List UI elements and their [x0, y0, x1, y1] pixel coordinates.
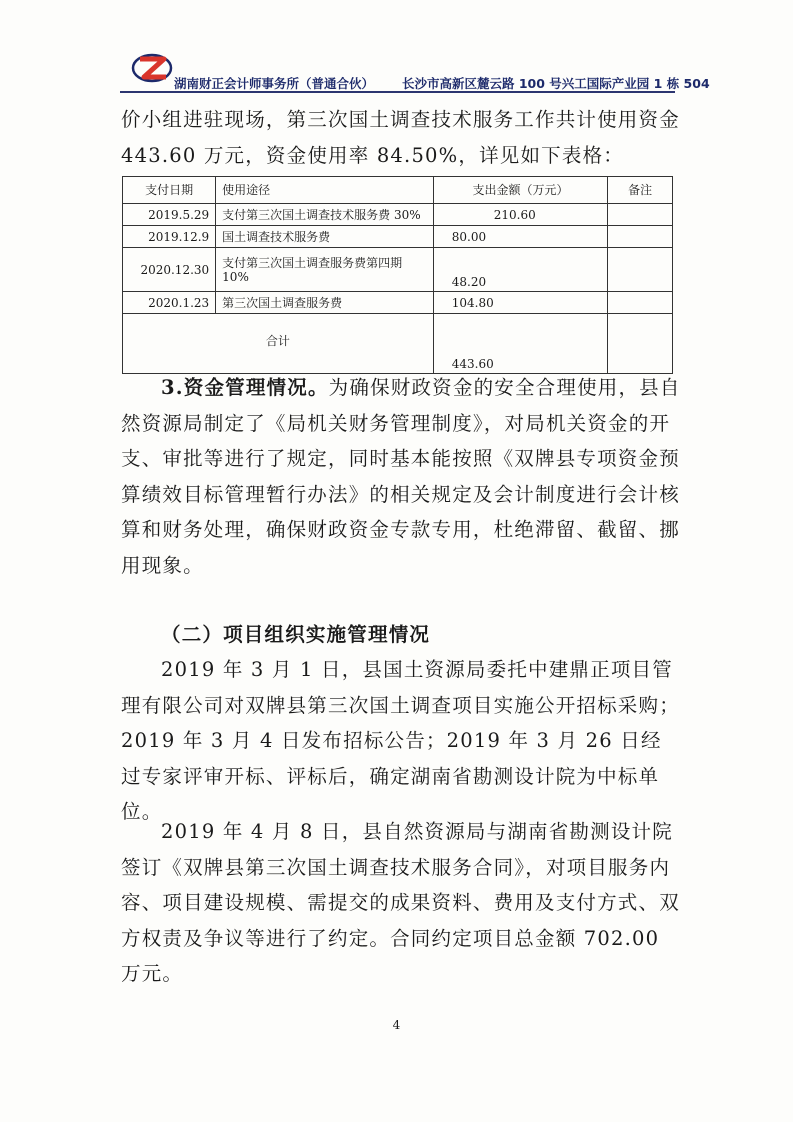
- cell-note: [608, 292, 673, 314]
- procurement-paragraph: 2019 年 3 月 1 日，县国土资源局委托中建鼎正项目管理有限公司对双牌县第三次国土调查项目实施公开招标采购；2019 年 3 月 4 日发布招标公告；2019 年 3 月 26 日经过专家评审开标、评标后，确定湖南省勘测设计院为中标单位。: [121, 658, 680, 823]
- table-row: [123, 226, 673, 248]
- cell-purpose: 第三次国土调查服务费: [216, 292, 434, 314]
- cell-note: [608, 314, 673, 374]
- cell-amount: 104.80: [433, 292, 608, 314]
- intro-paragraph: 价小组进驻现场，第三次国土调查技术服务工作共计使用资金 443.60 万元，资金使用率 84.50%，详见如下表格：: [121, 108, 680, 167]
- cell-purpose: 国土调查技术服务费: [216, 226, 434, 248]
- cell-note: [608, 204, 673, 226]
- firm-name: 湖南财正会计师事务所（普通合伙）: [174, 76, 375, 91]
- cell-amount: 48.20: [433, 248, 608, 292]
- col-header-amount: 支出金额（万元）: [433, 177, 608, 204]
- cell-amount: 80.00: [433, 226, 608, 248]
- cell-date: 2019.12.9: [123, 226, 216, 248]
- total-amount: 443.60: [433, 314, 608, 374]
- total-label: 合计: [123, 314, 434, 374]
- firm-logo-icon: [130, 50, 174, 86]
- section-3-body: 为确保财政资金的安全合理使用，县自然资源局制定了《局机关财务管理制度》，对局机关资金的开支、审批等进行了规定，同时基本能按照《双牌县专项资金预算绩效目标管理暂行办法》的相关规定及会计制度进行会计核算和财务处理，确保财政资金专款专用，杜绝滞留、截留、挪用现象。: [121, 376, 681, 577]
- table-total-row: [123, 314, 673, 374]
- letterhead: [120, 46, 710, 92]
- section-3-paragraph: [121, 370, 681, 583]
- firm-address: 长沙市高新区麓云路 100 号兴工国际产业园 1 栋 504: [402, 76, 710, 91]
- cell-date: 2019.5.29: [123, 204, 216, 226]
- table-row: [123, 292, 673, 314]
- col-header-date: 支付日期: [123, 177, 216, 204]
- contract-paragraph: 2019 年 4 月 8 日，县自然资源局与湖南省勘测设计院签订《双牌县第三次国土调查技术服务合同》，对项目服务内容、项目建设规模、需提交的成果资料、费用及支付方式、双方权责及争议等进行了约定。合同约定项目总金额 702.00 万元。: [121, 820, 680, 985]
- fund-usage-table: [122, 176, 673, 374]
- section-3-heading: 3.资金管理情况。: [161, 376, 329, 399]
- table-row: [123, 248, 673, 292]
- cell-amount: 210.60: [433, 204, 608, 226]
- header-divider: [120, 91, 675, 93]
- section-two-heading: （二）项目组织实施管理情况: [161, 623, 431, 646]
- cell-note: [608, 226, 673, 248]
- cell-purpose: 支付第三次国土调查技术服务费 30%: [216, 204, 434, 226]
- col-header-note: 备注: [608, 177, 673, 204]
- cell-note: [608, 248, 673, 292]
- cell-purpose: 支付第三次国土调查服务费第四期 10%: [216, 248, 434, 292]
- table-header-row: [123, 177, 673, 204]
- cell-date: 2020.12.30: [123, 248, 216, 292]
- table-row: [123, 204, 673, 226]
- col-header-purpose: 使用途径: [216, 177, 434, 204]
- cell-date: 2020.1.23: [123, 292, 216, 314]
- page-number: 4: [392, 1018, 401, 1032]
